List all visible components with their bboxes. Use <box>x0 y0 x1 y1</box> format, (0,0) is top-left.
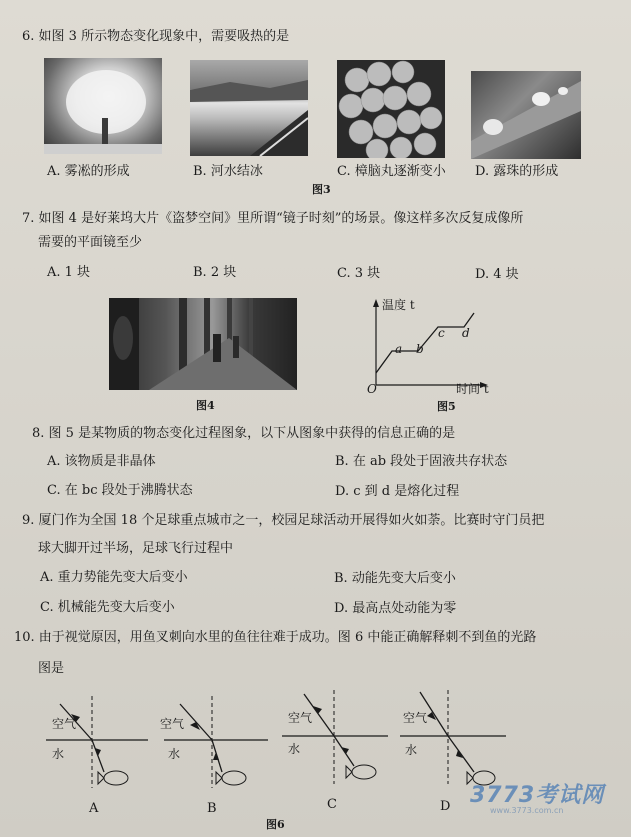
q6-stem: 6. 如图 3 所示物态变化现象中，需要吸热的是 <box>22 29 290 44</box>
fish-icon <box>98 771 128 785</box>
q8-option-b: B. 在 ab 段处于固液共存状态 <box>335 454 508 469</box>
graph-point-a: a <box>395 342 403 356</box>
q7-stem-line1: 7. 如图 4 是好莱坞大片《盗梦空间》里所谓“镜子时刻”的场景。像这样多次反复成像所 <box>22 211 524 226</box>
diagram-b-air-label: 空气 <box>160 717 185 731</box>
diagram-a-water-label: 水 <box>52 747 65 761</box>
q10-stem-line1: 10. 由于视觉原因，用鱼叉刺向水里的鱼往往难于成功。图 6 中能正确解释刺不到鱼的光路 <box>14 630 537 645</box>
q8-stem: 8. 图 5 是某物质的物态变化过程图象，以下从图象中获得的信息正确的是 <box>32 426 456 441</box>
graph-origin: O <box>367 382 377 396</box>
diagram-c-water-label: 水 <box>288 742 301 756</box>
q8-option-d: D. c 到 d 是熔化过程 <box>335 484 460 499</box>
q9-option-c: C. 机械能先变大后变小 <box>40 600 175 615</box>
camphor-balls-photo <box>337 60 445 158</box>
inception-mirror-photo <box>109 298 297 390</box>
q9-option-b: B. 动能先变大后变小 <box>334 571 456 586</box>
q9-stem-line2: 球大脚开过半场，足球飞行过程中 <box>38 541 234 556</box>
frozen-river-photo <box>190 60 308 156</box>
watermark-logo: 3773考试网 <box>470 783 605 808</box>
q7-option-a: A. 1 块 <box>47 265 91 280</box>
q6-option-b: B. 河水结冰 <box>193 164 263 179</box>
diagram-c-label: C <box>327 797 337 812</box>
graph-point-c: c <box>438 326 445 340</box>
diagram-d-water-label: 水 <box>405 743 418 757</box>
fish-icon <box>216 771 246 785</box>
diagram-a-label: A <box>89 801 99 816</box>
watermark-url: www.3773.com.cn <box>490 806 564 815</box>
diagram-d-label: D <box>440 799 451 814</box>
fish-icon <box>346 765 376 779</box>
q8-option-c: C. 在 bc 段处于沸腾状态 <box>47 483 193 498</box>
graph-y-label: 温度 t <box>382 298 415 312</box>
dew-drops-photo <box>471 71 581 159</box>
q7-option-b: B. 2 块 <box>193 265 237 280</box>
diagram-d-air-label: 空气 <box>403 711 428 725</box>
q6-option-d: D. 露珠的形成 <box>475 164 559 179</box>
diagram-c-air-label: 空气 <box>288 711 313 725</box>
q9-stem-line1: 9. 厦门作为全国 18 个足球重点城市之一，校园足球活动开展得如火如荼。比赛时守门员把 <box>22 513 545 528</box>
graph-x-label: 时间 t <box>456 382 489 396</box>
figure-4-caption: 图4 <box>196 399 215 412</box>
q9-option-d: D. 最高点处动能为零 <box>334 601 457 616</box>
q6-option-a: A. 雾凇的形成 <box>47 164 130 179</box>
frost-tree-photo <box>44 58 162 154</box>
figure-6-caption: 图6 <box>266 818 285 831</box>
graph-point-b: b <box>416 342 424 356</box>
figure-5-caption: 图5 <box>437 400 456 413</box>
graph-point-d: d <box>462 326 470 340</box>
diagram-b-label: B <box>207 801 217 816</box>
q6-option-c: C. 樟脑丸逐渐变小 <box>337 164 446 179</box>
q7-stem-line2: 需要的平面镜至少 <box>38 235 143 250</box>
q7-option-c: C. 3 块 <box>337 266 381 281</box>
q8-option-a: A. 该物质是非晶体 <box>47 454 156 469</box>
q9-option-a: A. 重力势能先变大后变小 <box>40 570 188 585</box>
diagram-b-water-label: 水 <box>168 747 181 761</box>
q7-option-d: D. 4 块 <box>475 267 519 282</box>
figure-3-caption: 图3 <box>312 183 331 196</box>
q10-stem-line2: 图是 <box>38 661 65 676</box>
diagram-a-air-label: 空气 <box>52 717 77 731</box>
